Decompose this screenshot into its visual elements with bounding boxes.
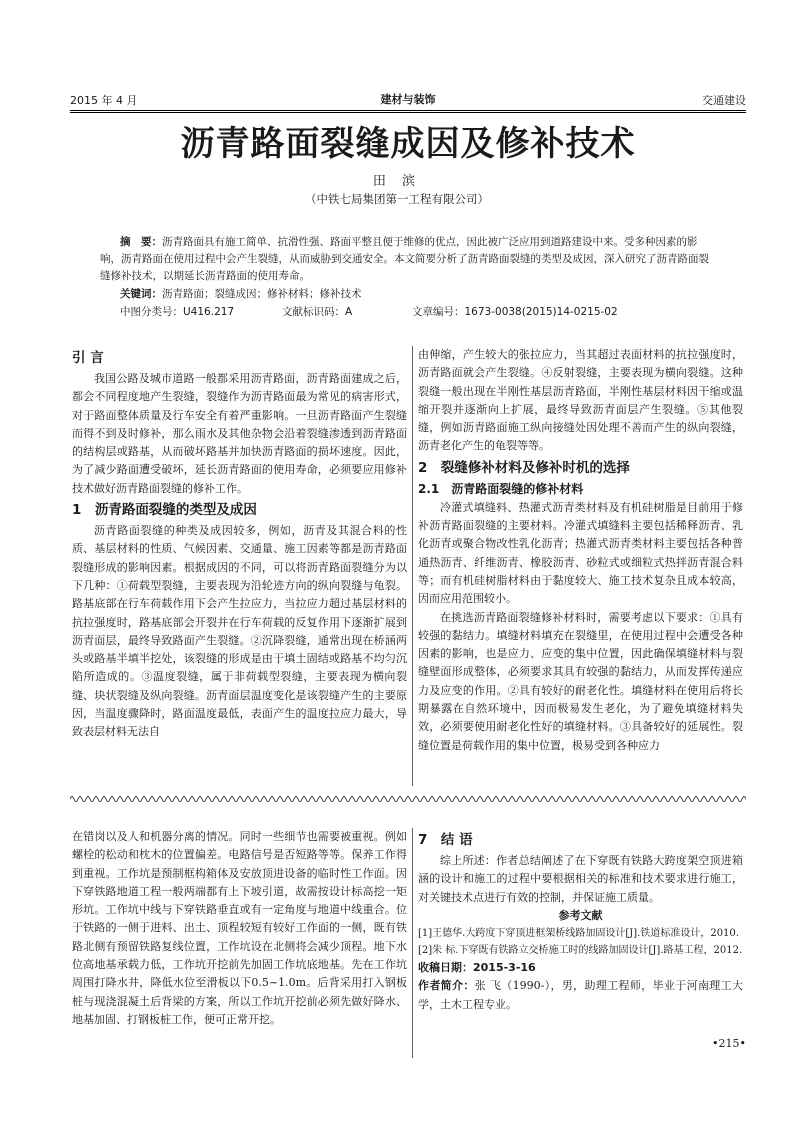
right-column bbox=[418, 346, 743, 755]
page-header bbox=[70, 92, 746, 110]
section21-heading: 2.1 沥青路面裂缝的修补材料 bbox=[418, 481, 584, 496]
intro-heading: 引 言 bbox=[72, 350, 104, 366]
keywords-text: 沥青路面；裂缝成因；修补材料；修补技术 bbox=[162, 288, 362, 300]
lower-right-column bbox=[418, 828, 743, 1014]
section2-heading: 2 裂缝修补材料及修补时机的选择 bbox=[418, 459, 630, 476]
author-bio-text: 张 飞（1990-），男，助理工程师，毕业于河南理工大学，土木工程专业。 bbox=[418, 979, 743, 1011]
received-date-text: 收稿日期：2015-3-16 bbox=[418, 961, 536, 975]
section-name: 交通建设 bbox=[702, 94, 746, 107]
column-divider-lower bbox=[412, 828, 413, 1058]
reference-item: [2]朱 标.下穿既有铁路立交桥施工时的线路加固设计[J].路基工程，2012. bbox=[418, 945, 743, 957]
author-bio bbox=[418, 977, 743, 1014]
article-number: 文章编号：1673-0038(2015)14-0215-02 bbox=[412, 306, 618, 318]
section21-paragraph-2: 在挑选沥青路面裂缝修补材料时，需要考虑以下要求：①具有较强的黏结力。填缝材料填充在裂缝里，在使用过程中会遭受各种因素的影响，也是应力、应变的集中位置，因此确保填缝材料与裂缝壁面形成整体，必须要求其具有较强的黏结力，从而发挥传递应力及应变的作用。②具有较好的耐老化性。填缝材料在使用后将长期暴露在自然环境中，因而极易发生老化，为了避免填缝材料失效，必须要使用耐老化性好的填缝材料。③具备较好的延展性。裂缝位置是荷载作用的集中位置，极易受到各种应力 bbox=[418, 610, 743, 752]
wave-divider bbox=[70, 794, 746, 804]
clc-number: 中图分类号：U416.217 bbox=[120, 306, 235, 318]
intro-paragraph: 我国公路及城市道路一般都采用沥青路面，沥青路面建成之后，都会不同程度地产生裂缝，裂缝作为沥青路面最为常见的病害形式，对于路面整体质量及行车安全有着严重影响。一旦沥青路面产生裂缝而得不到及时修补，那么雨水及其他杂物会沿着裂缝渗透到沥青路面的结构层或路基，从而破坏路基并加快沥青路面的损坏速度。因此，为了减少路面遭受破坏，延长沥青路面的使用寿命，必须要应用修补技术做好沥青路面裂缝的修补工作。 bbox=[72, 372, 407, 495]
author-bio-label: 作者简介： bbox=[418, 979, 475, 993]
article-title: 沥青路面裂缝成因及修补技术 bbox=[180, 124, 636, 164]
page-number: •215• bbox=[712, 1037, 746, 1050]
affiliation: （中铁七局集团第一工程有限公司） bbox=[305, 192, 489, 206]
lower-left-column bbox=[72, 828, 407, 1029]
left-column bbox=[72, 346, 407, 742]
issue-date: 2015 年 4 月 bbox=[70, 94, 138, 107]
header-rule-thin bbox=[70, 112, 746, 113]
reference-item: [1]王德华.大跨度下穿顶进框架桥线路加固设计[J].铁道标准设计，2010. bbox=[418, 928, 739, 940]
conclusion-paragraph: 综上所述：作者总结阐述了在下穿既有铁路大跨度架空顶进箱涵的设计和施工的过程中要根据相关的标准和技术要求进行施工，对关键技术点进行有效的控制，并保证施工质量。 bbox=[418, 854, 743, 904]
section1-paragraph: 沥青路面裂缝的种类及成因较多，例如，沥青及其混合料的性质、基层材料的性质、气候因素、交通量、施工因素等都是沥青路面裂缝形成的影响因素。根据成因的不同，可以将沥青路面裂缝分为以下几种：①荷载型裂缝，主要表现为沿轮迹方向的纵向裂缝与龟裂。路基底部在行车荷载作用下会产生拉应力，当拉应力超过基层材料的抗拉强度时，路基底部会开裂并在行车荷载的反复作用下逐渐扩展到沥青面层，最终导致路面产生裂缝。②沉降裂缝，通常出现在桥涵两头或路基半填半挖处，该裂缝的形成是由于填土固结或路基不均匀沉陷所造成的。③温度裂缝，属于非荷载型裂缝，主要表现为横向裂缝、块状裂缝及纵向裂缝。沥青面层温度变化是该裂缝产生的主要原因，当温度骤降时，路面温度最低，表面产生的温度拉应力最大，导致表层材料无法自 bbox=[72, 524, 407, 739]
journal-name: 建材与装饰 bbox=[380, 93, 436, 106]
header-rule bbox=[70, 110, 746, 111]
abstract-label: 摘 要： bbox=[120, 236, 162, 248]
crack-types-continued: 由伸缩，产生较大的张拉应力，当其超过表面材料的抗拉强度时，沥青路面就会产生裂缝。④反射裂缝，主要表现为横向裂缝。这种裂缝一般出现在半刚性基层沥青路面，半刚性基层材料因干缩或温缩开裂并逐渐向上扩展，最终导致沥青面层产生裂缝。⑤其他裂缝，例如沥青路面施工纵向接缝处因处理不善而产生的纵向裂缝，沥青老化产生的龟裂等等。 bbox=[418, 348, 743, 453]
abstract bbox=[100, 234, 714, 285]
doc-code: 文献标识码：A bbox=[282, 306, 353, 318]
references-title: 参考文献 bbox=[558, 908, 603, 922]
column-divider bbox=[412, 346, 413, 786]
article-meta bbox=[120, 304, 704, 320]
keywords-label: 关键词： bbox=[120, 288, 162, 300]
section21-paragraph-1: 冷灌式填缝料、热灌式沥青类材料及有机硅树脂是目前用于修补沥青路面裂缝的主要材料。冷灌式填缝料主要包括稀释沥青、乳化沥青或聚合物改性乳化沥青；热灌式沥青类材料主要包括各种普通热沥青、纤维沥青、橡胶沥青、砂粒式或细粒式热拌沥青混合料等；而有机硅树脂材料由于黏度较大、施工技术复杂且成本较高，因而应用范围较小。 bbox=[418, 500, 743, 606]
received-date bbox=[418, 959, 743, 977]
author: 田 滨 bbox=[372, 174, 422, 189]
keywords bbox=[120, 286, 362, 301]
conclusion-heading: 7 结 语 bbox=[418, 832, 473, 848]
other-article-text: 在错岗以及人和机器分离的情况。同时一些细节也需要被重视。例如螺栓的松动和枕木的位置偏差。电路信号是否短路等等。保养工作得到重视。工作坑是预制框构箱体及安放顶进设备的临时性工作面。因下穿铁路地道工程一般两端都有上下坡引道，故需按设计标高挖一矩形坑。工作坑中线与下穿铁路垂直或有一定角度与地道中线重合。位于铁路的一侧于进料、出土、顶程较短有较好工作面的一侧，既有铁路北侧有预留铁路复线位置，工作坑设在北侧将会减少顶程。地下水位高地基承载力低，工作坑开挖前先加固工作坑底地基。先在工作坑周围打降水井，降低水位至滑板以下0.5~1.0m。后背采用打入钢板桩与现浇混凝土后背梁的方案，所以工作坑开挖前必须先做好降水、地基加固、打钢板桩工作，便可正常开挖。 bbox=[72, 830, 407, 1026]
section1-heading: 1 沥青路面裂缝的类型及成因 bbox=[72, 502, 257, 519]
abstract-text: 沥青路面具有施工简单、抗滑性强、路面平整且便于维修的优点，因此被广泛应用到道路建设中来。受多种因素的影响，沥青路面在使用过程中会产生裂缝，从而威胁到交通安全。本文简要分析了沥青路面裂缝的类型及成因，深入研究了沥青路面裂缝修补技术，以期延长沥青路面的使用寿命。 bbox=[100, 236, 709, 282]
